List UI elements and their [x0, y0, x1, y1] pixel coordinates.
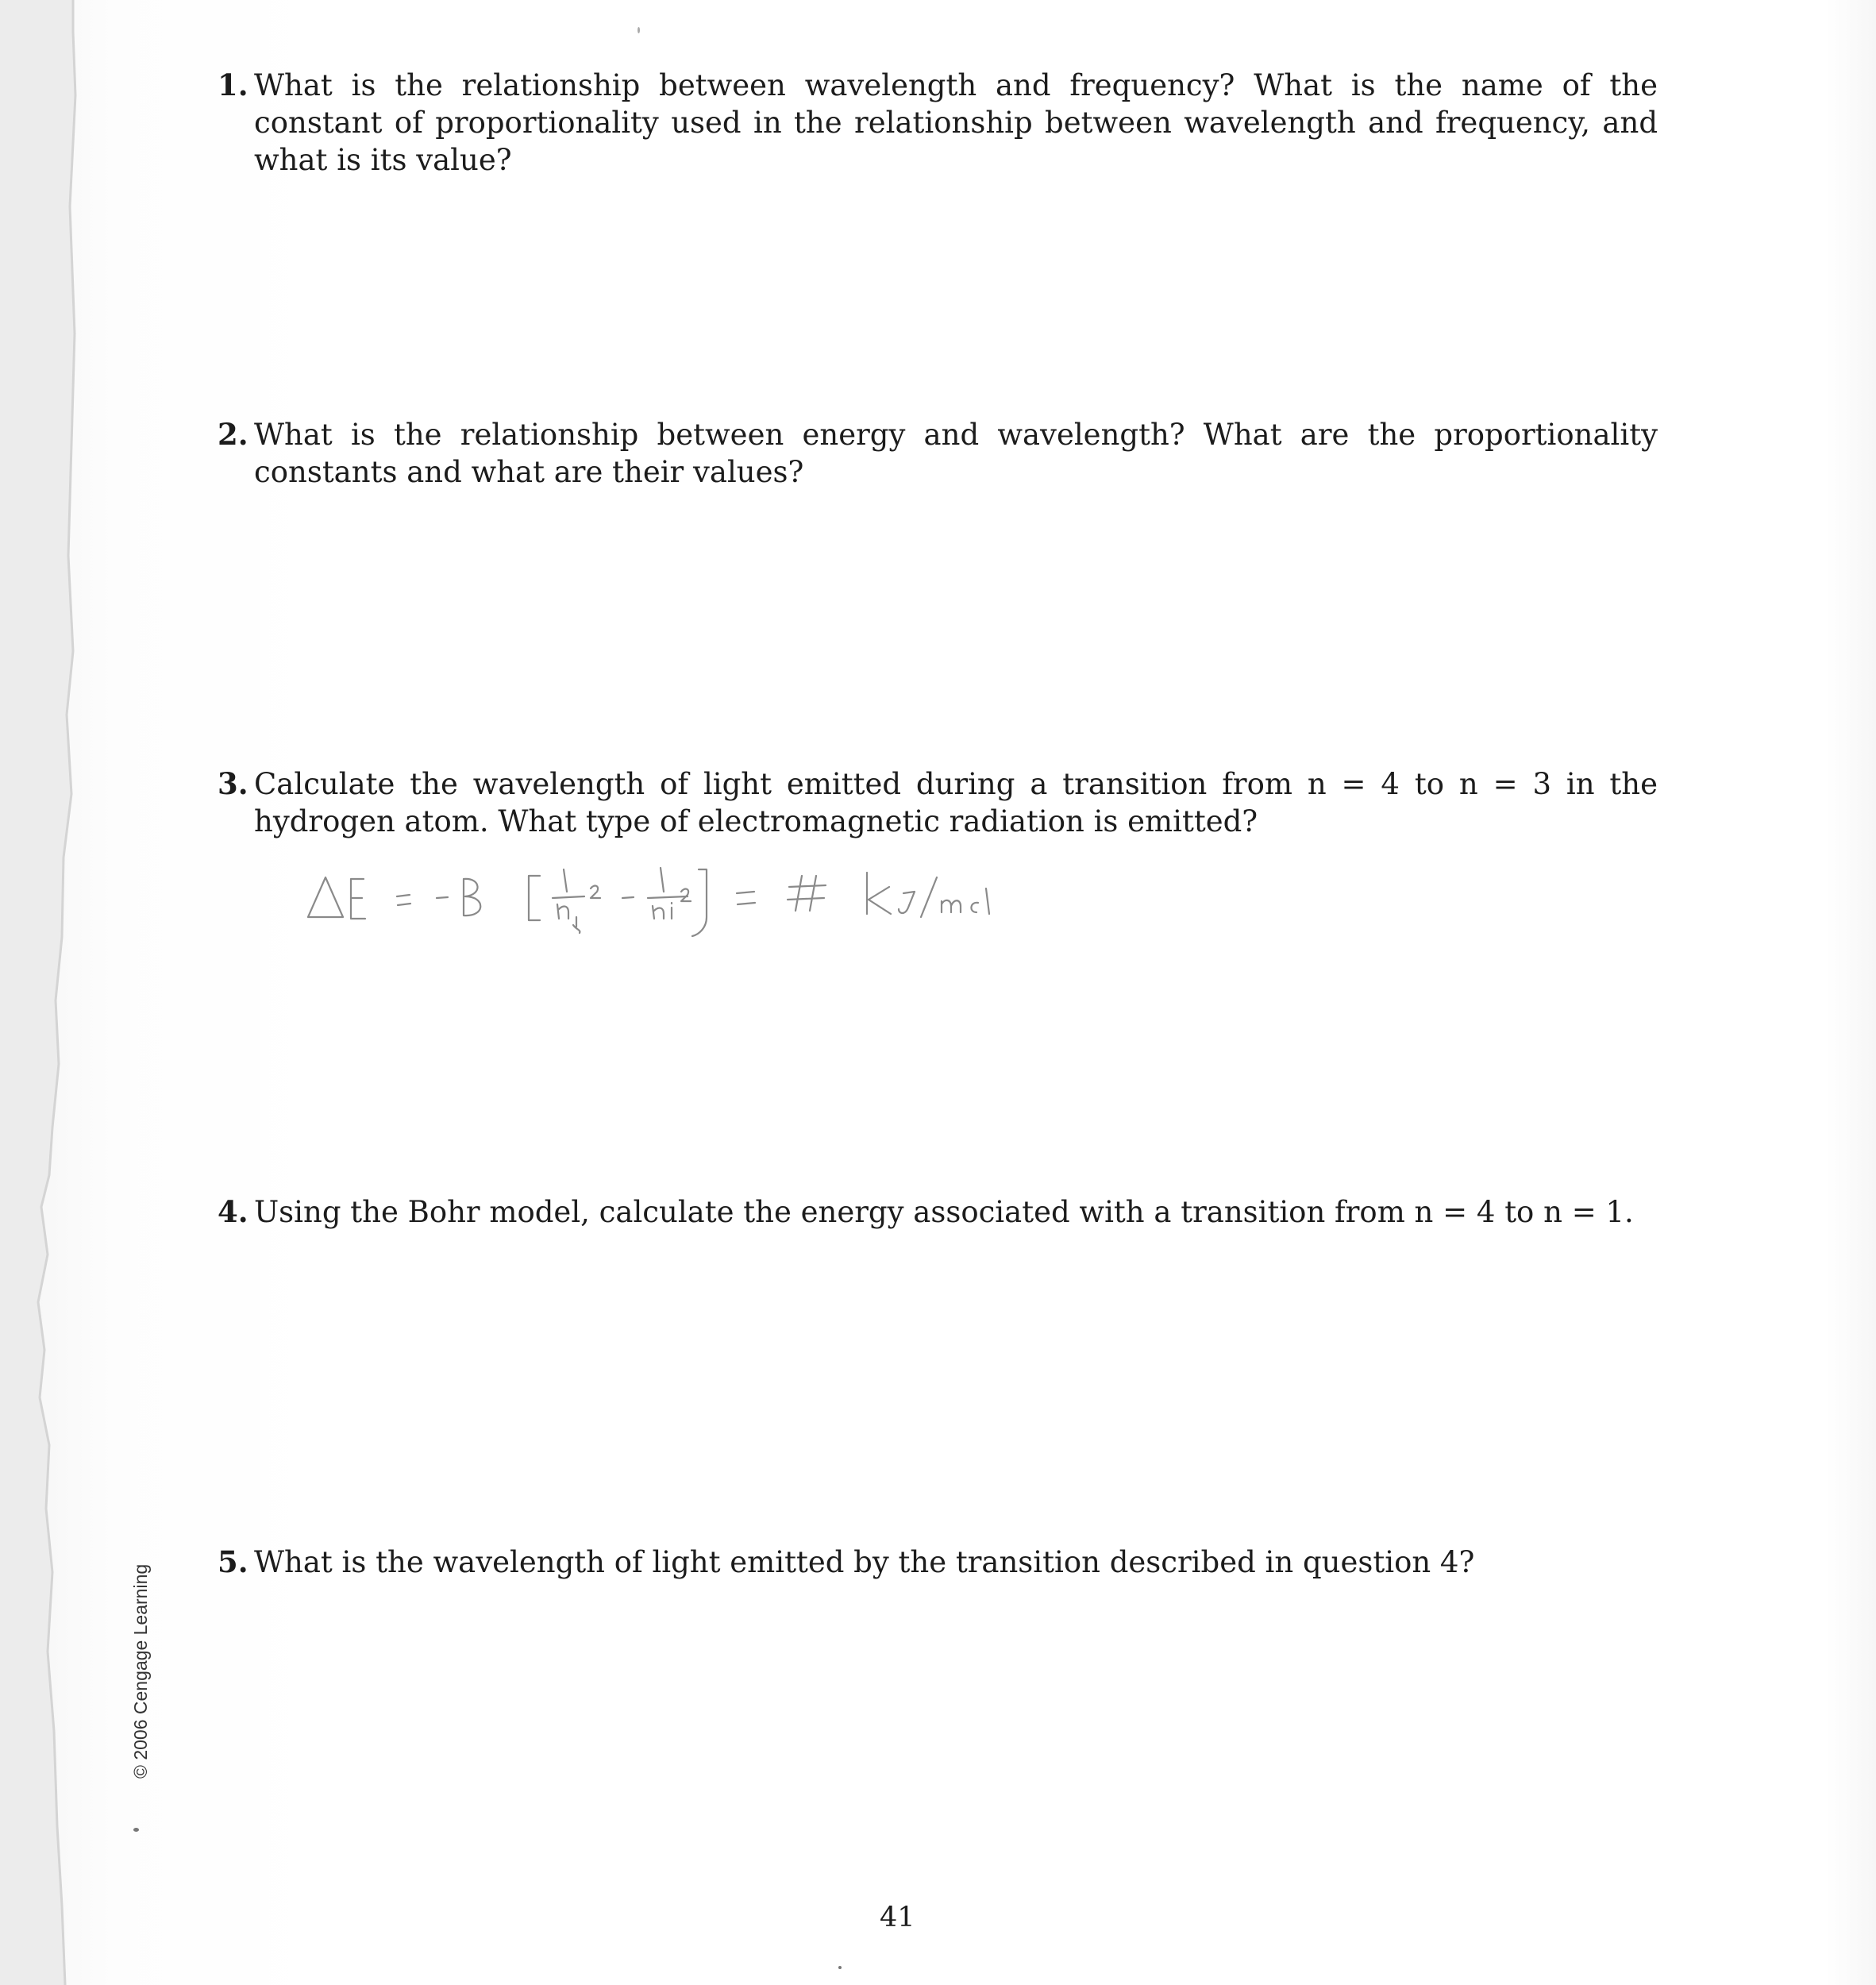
- question-number: 5.: [218, 1544, 248, 1579]
- question-text: Calculate the wavelength of light emitted during a transition from n = 4 to n = 3 in the hydrogen atom. What type of electromagnetic radiation is emitted?: [254, 767, 1658, 838]
- question-text: What is the relationship between energy and wavelength? What are the proportionality constants and what are their values?: [254, 418, 1658, 489]
- question-number: 3.: [218, 766, 248, 801]
- question-1: [218, 67, 1658, 179]
- question-text: What is the relationship between wavelength and frequency? What is the name of the constant of proportionality used in the relationship between wavelength and frequency, and what is its value?: [254, 68, 1658, 177]
- question-2: [218, 416, 1658, 491]
- scan-speck: [638, 27, 640, 33]
- question-number: 1.: [218, 67, 248, 102]
- question-number: 4.: [218, 1194, 248, 1229]
- question-5: [218, 1544, 1658, 1581]
- scan-speck: [838, 1966, 842, 1969]
- handwritten-formula: [302, 861, 1254, 949]
- scan-speck: [133, 1828, 139, 1832]
- question-4: [218, 1193, 1658, 1231]
- copyright-notice: © 2006 Cengage Learning: [130, 1563, 151, 1779]
- torn-paper-edge: [0, 0, 87, 1985]
- question-text: Using the Bohr model, calculate the energy associated with a transition from n = 4 to n = 1.: [254, 1195, 1634, 1229]
- question-text: What is the wavelength of light emitted by the transition described in question 4?: [254, 1545, 1475, 1579]
- question-number: 2.: [218, 417, 248, 452]
- question-3: [218, 765, 1658, 840]
- page-number: 41: [880, 1902, 915, 1933]
